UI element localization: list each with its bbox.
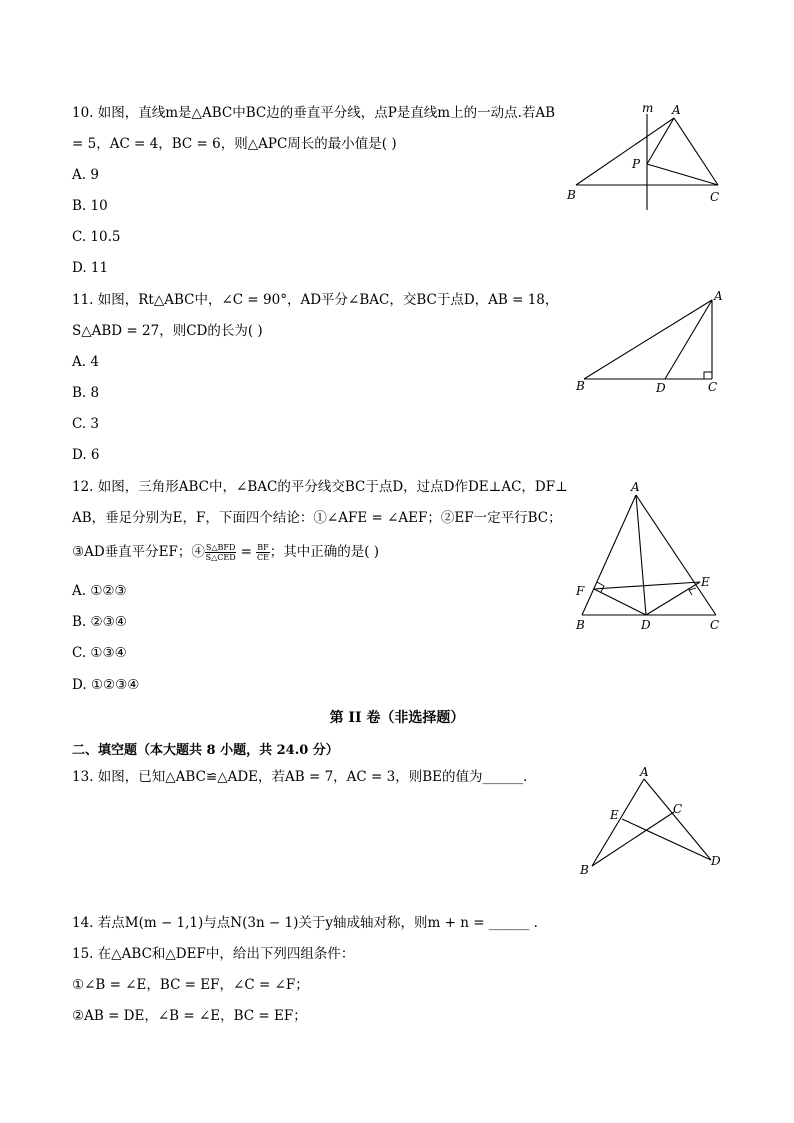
q12-text-line3-end: ；其中正确的是( ) [269,544,380,560]
q12-segment-fd [594,589,646,615]
q12-equals: = [236,544,257,560]
q15-text-line1: 15. 在△ABC和△DEF中，给出下列四组条件： [72,946,355,962]
q11-option-b[interactable]: B. 8 [72,385,100,401]
q11-label-c: C [708,380,718,394]
q12-fraction-area [205,543,236,562]
q10-label-p: P [632,157,641,171]
q12-label-c: C [710,618,720,632]
q10-text-line1: 10. 如图，直线m是△ABC中BC边的垂直平分线，点P是直线m上的一动点.若AB [72,105,556,121]
q13-label-b: B [580,863,589,877]
q10-figure [560,96,740,220]
q12-text-line1: 12. 如图，三角形ABC中，∠BAC的平分线交BC于点D，过点D作DE⊥AC，DF⊥ [72,479,568,495]
q15-condition-2: ②AB = DE，∠B = ∠E，BC = EF； [72,1008,307,1024]
q10-label-m: m [642,101,654,115]
q10-option-c[interactable]: C. 10.5 [72,229,121,245]
q10-segment-ac [674,118,718,185]
q11-option-d[interactable]: D. 6 [72,447,100,463]
q10-option-b[interactable]: B. 10 [72,198,108,214]
q10-segment-ab [576,118,674,185]
q13-label-e: E [610,808,619,822]
q13-text-line1: 13. 如图，已知△ABC≌△ADE，若AB = 7，AC = 3，则BE的值为______. [72,769,528,785]
q12-fraction-ratio [256,543,269,562]
q12-option-b[interactable]: B. ②③④ [72,614,127,630]
q10-label-c: C [710,190,720,204]
q10-segment-pc [647,164,718,185]
q11-label-b: B [576,379,585,393]
q12-fraction-area-numerator: S△BFD [205,543,236,552]
q11-option-a[interactable]: A. 4 [72,354,99,370]
q11-label-d: D [656,381,666,395]
q12-label-a: A [631,480,640,494]
q10-option-a[interactable]: A. 9 [72,167,99,183]
q13-label-a: A [640,765,649,779]
q13-segment-ad [644,779,711,860]
q13-segment-ed [622,819,711,860]
q10-label-a: A [672,103,681,117]
q11-label-a: A [714,289,723,303]
q13-label-d: D [711,854,721,868]
q11-text-line2: S△ABD = 27，则CD的长为( ) [72,323,263,339]
q12-label-b: B [576,618,585,632]
q12-text-line3 [72,543,379,562]
part-two-heading: 二、填空题（本大题共 8 小题，共 24.0 分） [72,743,339,758]
q12-segment-fe [594,582,700,589]
q12-option-a[interactable]: A. ①②③ [72,583,127,599]
q10-label-b: B [567,188,576,202]
q12-right-angle-e [689,588,696,595]
section-title: 第 II 卷（非选择题） [329,710,465,726]
q12-label-d: D [641,618,651,632]
q12-text-line2: AB，垂足分别为E，F，下面四个结论：①∠AFE = ∠AEF；②EF一定平行BC； [72,510,562,526]
q12-label-f: F [576,584,585,598]
q10-segment-ap [647,118,674,164]
q12-option-d[interactable]: D. ①②③④ [72,677,140,693]
q11-right-angle-mark [704,372,712,379]
q11-text-line1: 11. 如图，Rt△ABC中，∠C = 90°，AD平分∠BAC，交BC于点D，AB = 18， [72,292,559,308]
q12-label-e: E [701,575,710,589]
q13-figure [570,764,740,888]
q12-segment-ad [636,495,646,615]
q12-figure [570,478,740,642]
q12-fraction-ratio-numerator: BF [257,543,269,552]
q11-figure [570,288,740,402]
q12-fraction-area-denominator: S△CED [205,553,236,562]
q11-segment-ab [584,300,712,379]
q15-condition-1: ①∠B = ∠E，BC = EF，∠C = ∠F； [72,977,309,993]
q12-fraction-ratio-denominator: CE [257,553,269,562]
q12-segment-de [646,582,700,615]
q12-option-c[interactable]: C. ①③④ [72,645,127,661]
q12-text-line3-start: ③AD垂直平分EF；④ [72,544,205,560]
q13-label-c: C [673,802,683,816]
q13-segment-ab [592,779,644,866]
q11-segment-ad [665,300,712,379]
q10-option-d[interactable]: D. 11 [72,260,109,276]
q10-text-line2: = 5，AC = 4，BC = 6，则△APC周长的最小值是( ) [72,136,397,152]
q14-text-line1: 14. 若点M(m − 1,1)与点N(3n − 1)关于y轴成轴对称，则m + n = ______ . [72,915,538,931]
q11-option-c[interactable]: C. 3 [72,416,100,432]
q13-segment-bc [592,812,674,866]
